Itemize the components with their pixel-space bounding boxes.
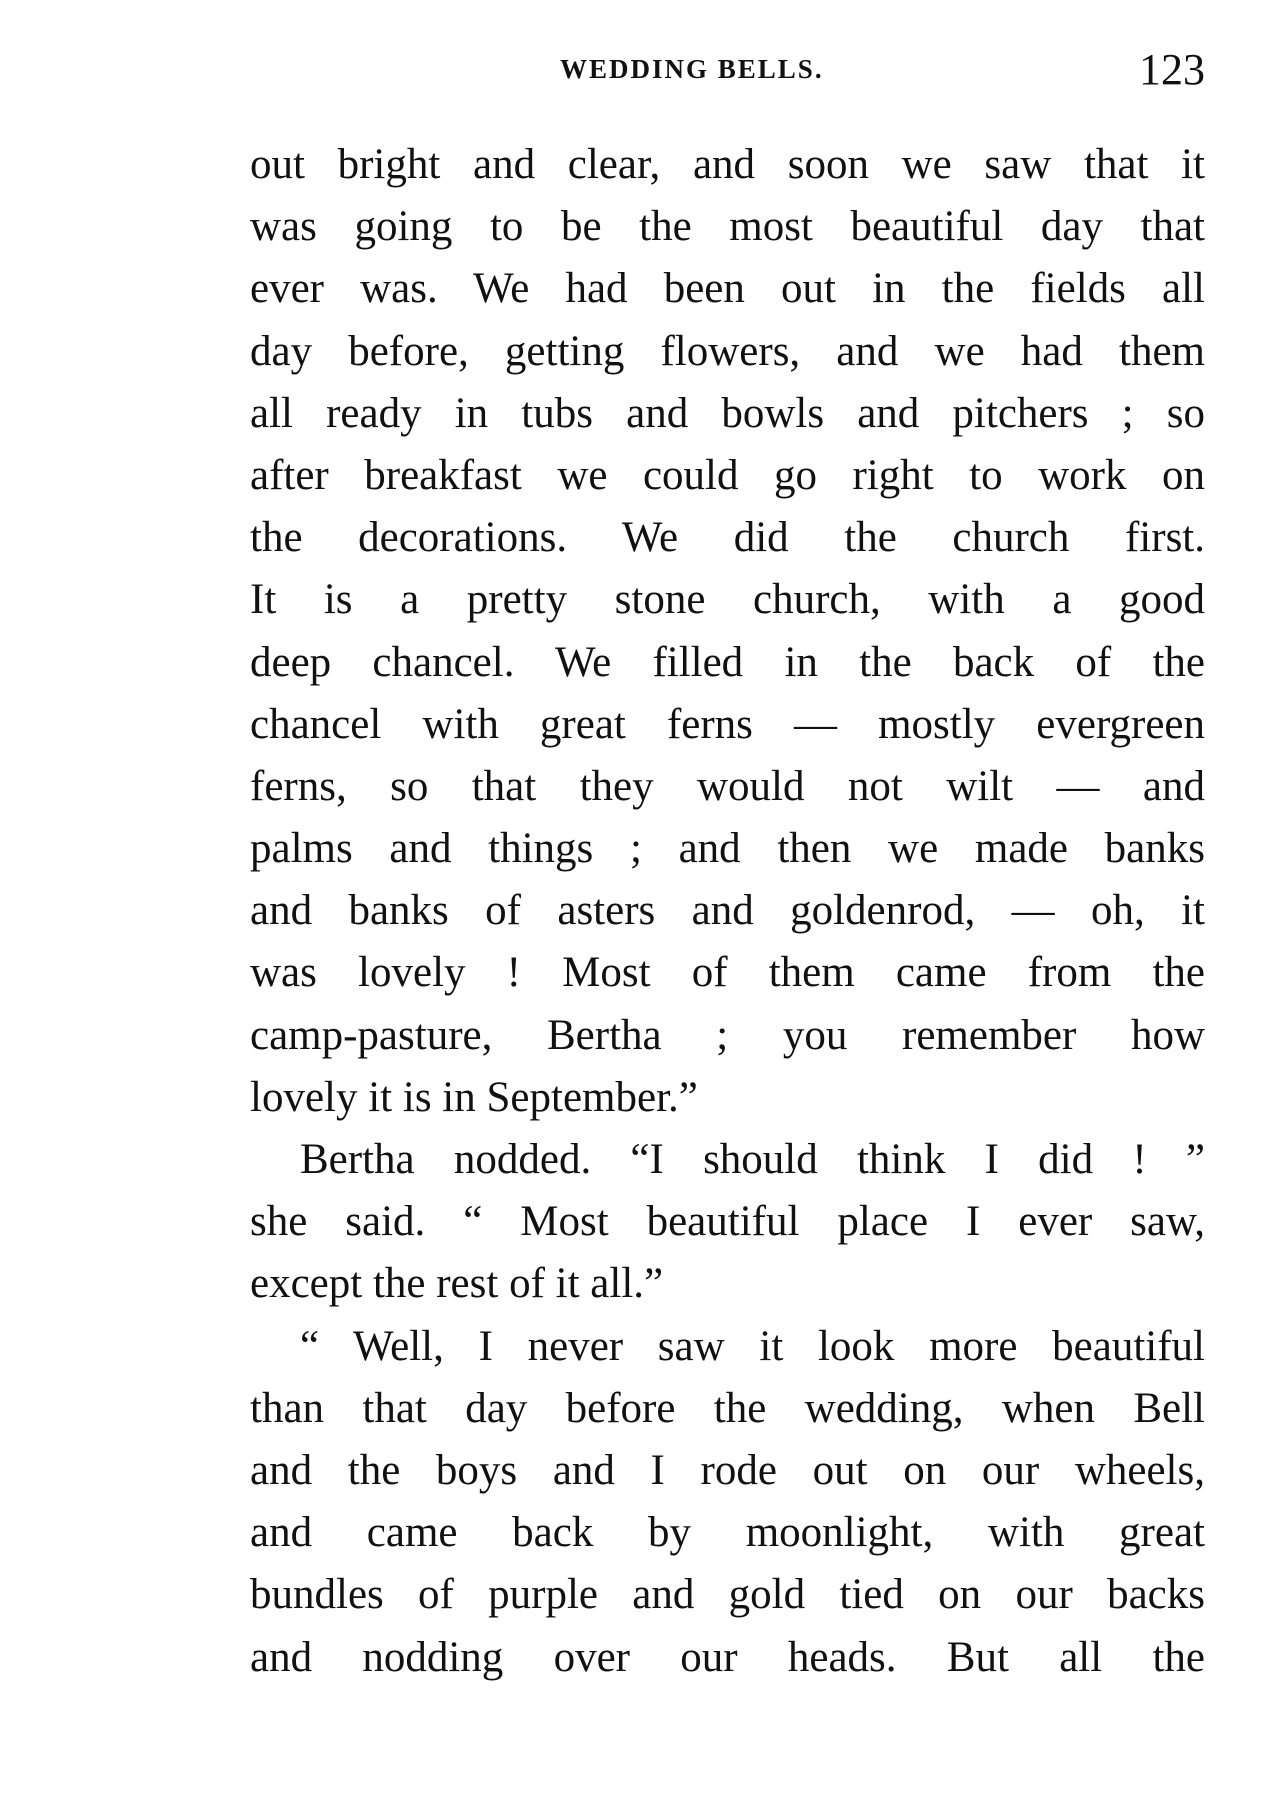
text-line-content: Bertha nodded. “I should think I did ! ”: [300, 1136, 1205, 1183]
text-line: [250, 694, 1205, 756]
text-line: [250, 1005, 1205, 1067]
text-line-content: and the boys and I rode out on our wheels,: [250, 1446, 1205, 1494]
text-line: [250, 321, 1205, 383]
text-line-content: than that day before the wedding, when Bell: [250, 1384, 1205, 1432]
text-line: [250, 507, 1205, 569]
text-line: [250, 1502, 1205, 1564]
running-title: WEDDING BELLS.: [560, 54, 824, 84]
text-line-content: It is a pretty stone church, with a good: [250, 576, 1205, 624]
text-line-content: ferns, so that they would not wilt — and: [250, 762, 1205, 810]
text-line-content: she said. “ Most beautiful place I ever saw,: [250, 1198, 1205, 1246]
text-line-content: all ready in tubs and bowls and pitchers ; so: [250, 389, 1205, 437]
text-line-content: the decorations. We did the church first.: [250, 514, 1205, 562]
text-line-content: except the rest of it all.”: [250, 1260, 664, 1308]
text-line-content: deep chancel. We filled in the back of the: [250, 638, 1205, 686]
text-line: [250, 445, 1205, 507]
text-line: [250, 258, 1205, 320]
text-line: [250, 383, 1205, 445]
text-line-content: chancel with great ferns — mostly evergreen: [250, 700, 1205, 748]
text-line-content: ever was. We had been out in the fields all: [250, 265, 1205, 313]
text-line-content: lovely it is in September.”: [250, 1073, 698, 1121]
text-line-content: palms and things ; and then we made banks: [250, 825, 1205, 873]
text-line: [250, 1378, 1205, 1440]
text-line-content: out bright and clear, and soon we saw that it: [250, 141, 1205, 188]
text-line: [250, 756, 1205, 818]
text-line-content: and came back by moonlight, with great: [250, 1509, 1205, 1557]
text-line: [250, 196, 1205, 258]
running-header: [250, 44, 1205, 94]
text-line-content: “ Well, I never saw it look more beautiful: [300, 1322, 1205, 1370]
text-line: [250, 818, 1205, 880]
text-line-content: was going to be the most beautiful day that: [250, 203, 1205, 251]
text-line-content: was lovely ! Most of them came from the: [250, 949, 1205, 997]
text-line: [250, 1253, 1205, 1315]
text-line: [250, 569, 1205, 631]
text-line-content: after breakfast we could go right to work on: [250, 451, 1205, 499]
text-line: [250, 942, 1205, 1004]
text-line: [250, 880, 1205, 942]
text-line: [250, 632, 1205, 694]
body-text: [250, 134, 1205, 1689]
text-line-content: bundles of purple and gold tied on our backs: [250, 1571, 1205, 1619]
text-line-content: day before, getting flowers, and we had them: [250, 327, 1205, 375]
text-line: [250, 1316, 1205, 1378]
text-line: [250, 1129, 1205, 1191]
text-line-content: camp-pasture, Bertha ; you remember how: [250, 1011, 1205, 1059]
text-line-content: and nodding over our heads. But all the: [250, 1633, 1205, 1681]
text-line: [250, 134, 1205, 196]
text-line-content: and banks of asters and goldenrod, — oh, it: [250, 887, 1205, 935]
text-line: [250, 1067, 1205, 1129]
text-line: [250, 1564, 1205, 1626]
page-number: 123: [1139, 45, 1205, 94]
text-line: [250, 1440, 1205, 1502]
text-line: [250, 1191, 1205, 1253]
text-line: [250, 1627, 1205, 1689]
